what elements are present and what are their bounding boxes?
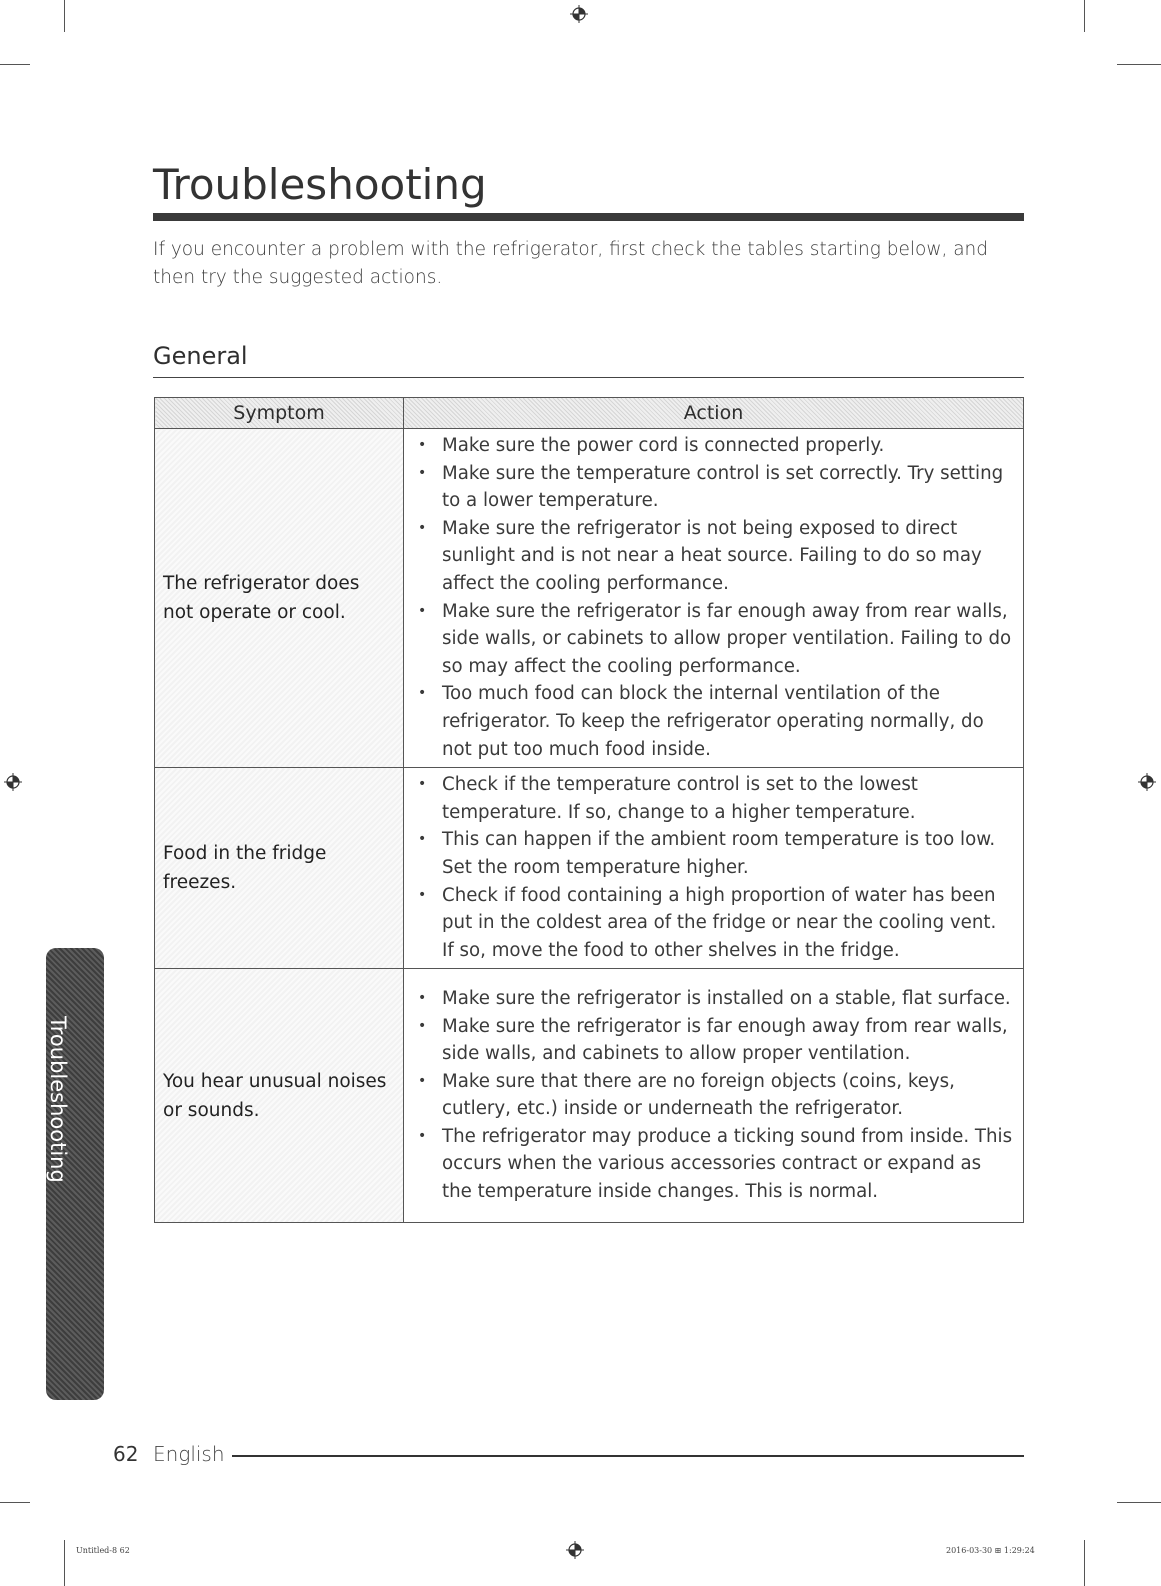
- action-item: • This can happen if the ambient room temperature is too low. Set the room temperature higher.: [416, 826, 1013, 881]
- footer-language: English: [153, 1442, 225, 1466]
- table-row: [155, 429, 1024, 768]
- table-row: [155, 768, 1024, 969]
- table-row: [155, 969, 1024, 1223]
- action-item: • Check if food containing a high proportion of water has been put in the coldest area of the fridge or near the cooling vent. If so, move the food to other shelves in the fridge.: [416, 882, 1013, 965]
- action-cell: [404, 969, 1024, 1223]
- action-cell: [404, 429, 1024, 768]
- symptom-cell: Food in the fridge freezes.: [155, 768, 404, 969]
- section-underline: [153, 377, 1024, 378]
- crop-mark: [1084, 0, 1085, 32]
- action-item: • Make sure the power cord is connected properly.: [416, 432, 1013, 460]
- crop-mark: [0, 64, 30, 65]
- crop-mark: [0, 1502, 30, 1503]
- table-header-row: [155, 398, 1024, 429]
- crop-mark: [1084, 1540, 1085, 1586]
- page-number: 62: [113, 1442, 139, 1466]
- intro-text: If you encounter a problem with the refrigerator, first check the tables starting below, and then try the suggested actions.: [153, 239, 989, 288]
- action-item: • Too much food can block the internal ventilation of the refrigerator. To keep the refrigerator operating normally, do not put too much food inside.: [416, 680, 1013, 763]
- action-item: • Make sure the refrigerator is installed on a stable, flat surface.: [416, 985, 1013, 1013]
- action-item: • Make sure the refrigerator is not being exposed to direct sunlight and is not near a heat source. Failing to do so may affect the cooling performance.: [416, 515, 1013, 598]
- action-item: • The refrigerator may produce a ticking sound from inside. This occurs when the various accessories contract or expand as the temperature inside changes. This is normal.: [416, 1123, 1013, 1206]
- action-item: • Make sure the refrigerator is far enough away from rear walls, side walls, or cabinets to allow proper ventilation. Failing to do so may affect the cooling performance.: [416, 598, 1013, 681]
- action-item: • Make sure the refrigerator is far enough away from rear walls, side walls, and cabinets to allow proper ventilation.: [416, 1013, 1013, 1068]
- crop-mark: [64, 0, 65, 32]
- symptom-header: Symptom: [155, 398, 404, 429]
- action-item: • Make sure the temperature control is set correctly. Try setting to a lower temperature.: [416, 460, 1013, 515]
- title-underline: [153, 213, 1024, 221]
- action-list: [416, 985, 1013, 1206]
- registration-mark-icon: [570, 5, 588, 23]
- section-title: General: [153, 342, 248, 370]
- print-slug-right: 2016-03-30 ⊞ 1:29:24: [946, 1546, 1035, 1555]
- crop-mark: [1117, 64, 1161, 65]
- registration-mark-icon: [4, 773, 22, 791]
- footer-rule: [232, 1455, 1024, 1457]
- action-header: Action: [404, 398, 1024, 429]
- registration-mark-icon: [1138, 773, 1156, 791]
- crop-mark: [1117, 1502, 1161, 1503]
- action-list: [416, 771, 1013, 964]
- registration-mark-icon: [566, 1541, 584, 1559]
- chapter-side-tab-label: Troubleshooting: [46, 1015, 70, 1183]
- chapter-side-tab: [46, 948, 104, 1400]
- symptom-cell: You hear unusual noises or sounds.: [155, 969, 404, 1223]
- action-cell: [404, 768, 1024, 969]
- symptom-cell: The refrigerator does not operate or cool.: [155, 429, 404, 768]
- action-item: • Make sure that there are no foreign objects (coins, keys, cutlery, etc.) inside or underneath the refrigerator.: [416, 1068, 1013, 1123]
- crop-mark: [64, 1540, 65, 1586]
- troubleshooting-table: [154, 397, 1024, 1223]
- action-list: [416, 432, 1013, 763]
- action-item: • Check if the temperature control is set to the lowest temperature. If so, change to a higher temperature.: [416, 771, 1013, 826]
- print-slug-left: Untitled-8 62: [76, 1546, 130, 1555]
- page-title: Troubleshooting: [153, 160, 487, 209]
